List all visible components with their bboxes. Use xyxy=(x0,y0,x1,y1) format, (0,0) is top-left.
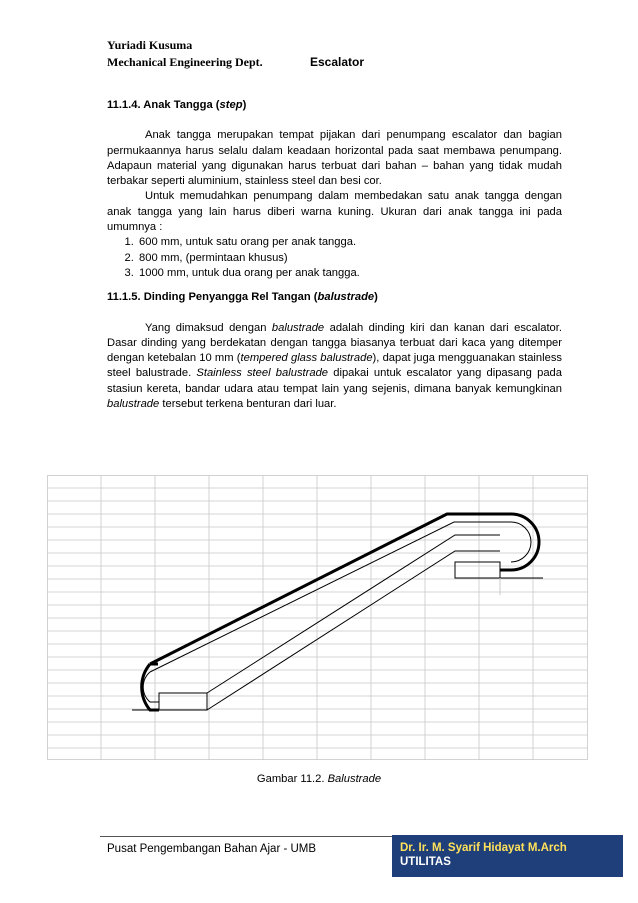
paragraph-step-2: Untuk memudahkan penumpang dalam membedakan satu anak tangga dengan anak tangga yang lain harus diberi warna kuning. Ukuran dari anak tangga ini pada umumnya : xyxy=(107,190,562,234)
handrail-inner xyxy=(150,522,531,672)
handrail-inner-bottom xyxy=(143,672,159,702)
lower-landing xyxy=(159,693,207,710)
step-size-list xyxy=(107,235,562,281)
main-content xyxy=(107,98,562,412)
truss-bottom-line xyxy=(207,551,500,710)
balustrade-figure xyxy=(47,475,588,760)
handrail-outer xyxy=(150,514,539,664)
footer-institution: Pusat Pengembangan Bahan Ajar - UMB xyxy=(107,843,317,855)
escalator-drawing xyxy=(132,514,543,710)
header-dept: Mechanical Engineering Dept. xyxy=(107,55,263,69)
list-item: 2. 800 mm, (permintaan khusus) xyxy=(137,251,562,266)
footer-course: UTILITAS xyxy=(400,856,451,868)
handrail-outer-bottom xyxy=(142,664,159,710)
footer-author-name: Dr. Ir. M. Syarif Hidayat M.Arch xyxy=(400,842,567,854)
list-item: 1. 600 mm, untuk satu orang per anak tangga. xyxy=(137,235,562,250)
paragraph-step-1: Anak tangga merupakan tempat pijakan dari penumpang escalator dan bagian permukaannya harus selalu dalam keadaan horizontal pada saat membawa penumpang. Adapaun material yang digunakan harus terbuat dari bahan – bahan yang tidak mudah terbakar seperti aluminium, stainless steel dan besi cor. xyxy=(107,129,562,188)
header-author: Yuriadi Kusuma xyxy=(107,38,193,52)
paragraph-balustrade: Yang dimaksud dengan balustrade adalah dinding kiri dan kanan dari escalator. Dasar dinding yang berdekatan dengan tangga biasanya terbuat dari kaca yang ditemper dengan ketebalan 10 mm (tempered glass balustrade), dapat juga mengguanakan stainless steel balustrade. Stainless steel balustrade dipakai untuk escalator yang dipasang pada stasiun kereta, bandar udara atau tempat lain yang sejenis, dimana banyak kemungkinan balustrade tersebut terkena benturan dari luar. xyxy=(107,321,563,411)
section-title-balustrade: 11.1.5. Dinding Penyangga Rel Tangan (balustrade) xyxy=(107,291,378,304)
footer-divider xyxy=(100,836,392,837)
list-item: 3. 1000 mm, untuk dua orang per anak tangga. xyxy=(137,266,562,281)
footer-author-box xyxy=(392,835,623,877)
header-topic: Escalator xyxy=(310,55,365,69)
grid xyxy=(47,475,588,760)
figure-caption: Gambar 11.2. Balustrade xyxy=(256,773,382,785)
section-title-anak-tangga: 11.1.4. Anak Tangga (step) xyxy=(107,99,247,111)
upper-landing xyxy=(455,562,500,578)
